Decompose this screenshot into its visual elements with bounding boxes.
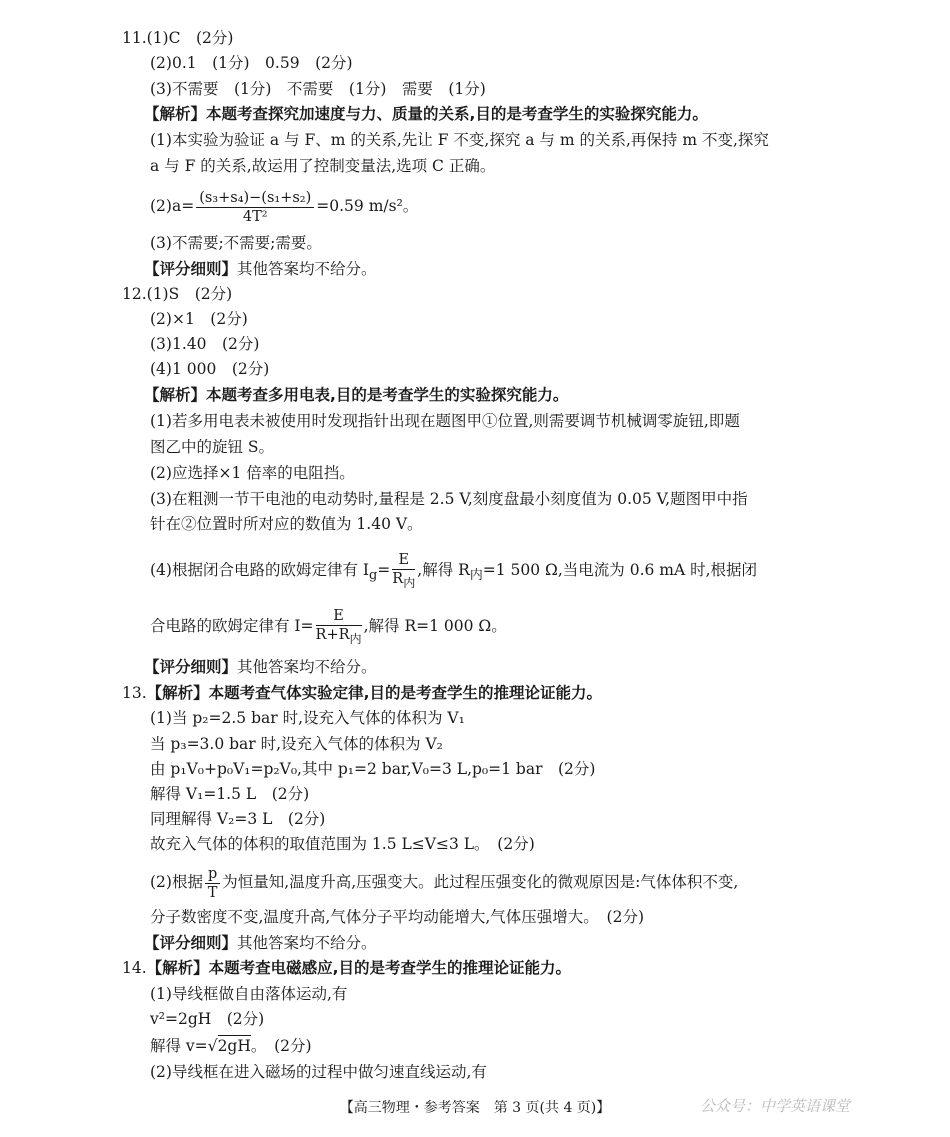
q11-explain-1b: a 与 F 的关系,故运用了控制变量法,选项 C 正确。 — [150, 157, 496, 175]
q12-explain-1a: (1)若多用电表未被使用时发现指针出现在题图甲①位置,则需要调节机械调零旋钮,即题 — [150, 412, 740, 430]
q12-part2: (2)×1 (2分) — [150, 310, 248, 328]
q11-part1: 11.(1)C (2分) — [122, 29, 234, 47]
scoring-text: 其他答案均不给分。 — [237, 934, 377, 952]
q11-formula-result: =0.59 m/s²。 — [316, 197, 419, 215]
q13-analysis — [122, 682, 602, 704]
analysis-tag: 【解析】 — [146, 959, 209, 977]
q12-analysis — [144, 384, 568, 406]
analysis-text: 本题考查探究加速度与力、质量的关系,目的是考查学生的实验探究能力。 — [206, 105, 708, 123]
q12-explain-1b: 图乙中的旋钮 S。 — [150, 438, 275, 456]
q11-formula-prefix: (2)a= — [150, 197, 195, 215]
analysis-tag: 【解析】 — [146, 684, 209, 702]
q11-part2: (2)0.1 (1分) 0.59 (2分) — [150, 54, 353, 72]
q13-line3: 由 p₁V₀+p₀V₁=p₂V₀,其中 p₁=2 bar,V₀=3 L,p₀=1 bar (2分) — [150, 760, 596, 778]
q14-line1: (1)导线框做自由落体运动,有 — [150, 985, 348, 1003]
q14-number: 14. — [122, 959, 147, 977]
q14-line2: v²=2gH (2分) — [150, 1010, 265, 1028]
q13-scoring — [144, 932, 377, 954]
q11-denominator: 4T² — [242, 208, 268, 225]
analysis-text: 本题考查多用电表,目的是考查学生的实验探究能力。 — [206, 386, 569, 404]
q12-explain-2: (2)应选择×1 倍率的电阻挡。 — [150, 464, 355, 482]
q13-line4: 解得 V₁=1.5 L (2分) — [150, 785, 310, 803]
q11-formula-line — [150, 186, 418, 226]
q13-line1: (1)当 p₂=2.5 bar 时,设充入气体的体积为 V₁ — [150, 709, 465, 727]
analysis-text: 本题考查气体实验定律,目的是考查学生的推理论证能力。 — [208, 684, 603, 702]
scoring-text: 其他答案均不给分。 — [237, 658, 377, 676]
watermark: 公众号：中学英语课堂 — [700, 1097, 851, 1115]
q12-part1: 12.(1)S (2分) — [122, 285, 233, 303]
q13-fraction: $\frac{p}{T}$ — [205, 865, 220, 902]
q11-analysis — [144, 103, 708, 125]
q12-scoring — [144, 656, 377, 678]
q11-part3: (3)不需要 (1分) 不需要 (1分) 需要 (1分) — [150, 80, 486, 98]
q14-line4: (2)导线框在进入磁场的过程中做匀速直线运动,有 — [150, 1063, 487, 1081]
scoring-text: 其他答案均不给分。 — [237, 260, 377, 278]
q12-explain-4a: (4)根据闭合电路的欧姆定律有 $I_g=$ $\frac{E}{R_内}$ ,解得 $R_内=1$ 500 Ω,当电流为 0.6 mA 时,根据闭 — [150, 551, 758, 590]
q12-explain-3a: (3)在粗测一节干电池的电动势时,量程是 2.5 V,刻度盘最小刻度值为 0.05 V,题图甲中指 — [150, 490, 748, 508]
q13-number: 13. — [122, 684, 147, 702]
scoring-tag: 【评分细则】 — [144, 934, 238, 952]
q14-line3: 解得 v=√2gH。 (2分) — [150, 1037, 312, 1055]
q11-numerator: (s₃+s₄)−(s₁+s₂) — [196, 189, 314, 208]
q12-explain-4b: 合电路的欧姆定律有 I= $\frac{E}{R+R_内}$ ,解得 R=1 000 Ω。 — [150, 607, 507, 646]
analysis-tag: 【解析】 — [144, 386, 207, 404]
page-footer: 【高三物理・参考答案 第 3 页(共 4 页)】 — [339, 1100, 611, 1116]
sqrt-icon: √ — [207, 1037, 218, 1055]
q13-line2: 当 p₃=3.0 bar 时,设充入气体的体积为 V₂ — [150, 735, 443, 753]
q11-fraction — [196, 189, 314, 226]
q11-explain-1a: (1)本实验为验证 a 与 F、m 的关系,先让 F 不变,探究 a 与 m 的关系,再保持 m 不变,探究 — [150, 131, 769, 149]
q12-part4: (4)1 000 (2分) — [150, 360, 270, 378]
q11-explain-3: (3)不需要;不需要;需要。 — [150, 234, 322, 252]
q13-line8: 分子数密度不变,温度升高,气体分子平均动能增大,气体压强增大。 (2分) — [150, 908, 644, 926]
analysis-text: 本题考查电磁感应,目的是考查学生的推理论证能力。 — [208, 959, 572, 977]
q11-scoring — [144, 258, 377, 280]
analysis-tag: 【解析】 — [144, 105, 207, 123]
q13-line6: 故充入气体的体积的取值范围为 1.5 L≤V≤3 L。 (2分) — [150, 835, 535, 853]
scoring-tag: 【评分细则】 — [144, 658, 238, 676]
q13-line7: (2)根据 $\frac{p}{T}$ 为恒量知,温度升高,压强变大。此过程压强变化的微观原因是:气体体积不变, — [150, 865, 739, 901]
q12-part3: (3)1.40 (2分) — [150, 335, 260, 353]
q12-fraction-i: $\frac{E}{R+R_内}$ — [315, 607, 362, 646]
q12-explain-3b: 针在②位置时所对应的数值为 1.40 V。 — [150, 515, 423, 533]
scoring-tag: 【评分细则】 — [144, 260, 238, 278]
q12-fraction-ig: $\frac{E}{R_内}$ — [392, 551, 416, 590]
q13-line5: 同理解得 V₂=3 L (2分) — [150, 810, 326, 828]
q14-analysis — [122, 957, 571, 979]
